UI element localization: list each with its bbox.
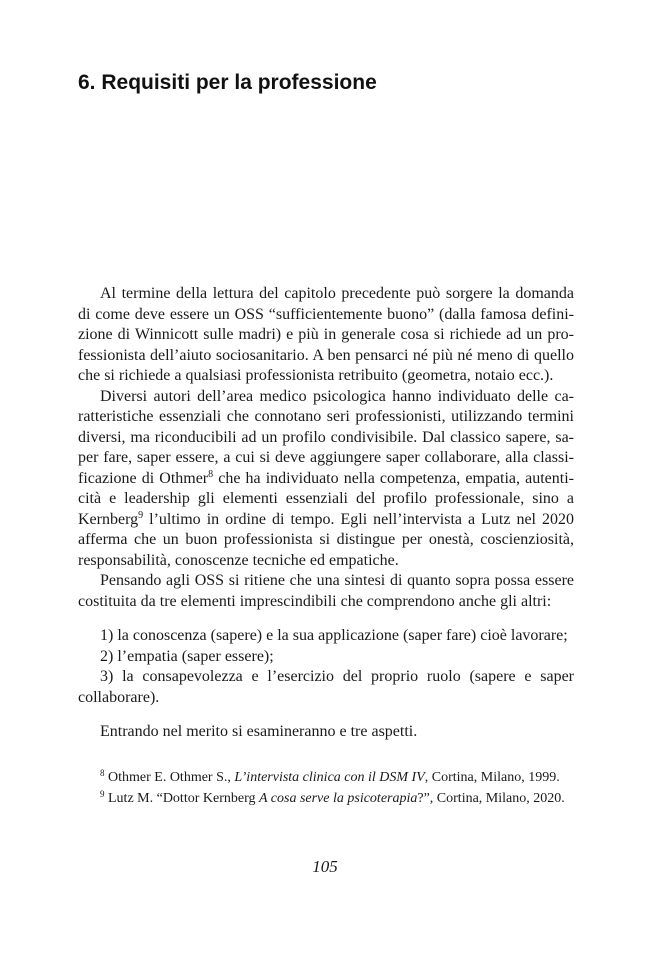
- footnote-8: [78, 768, 574, 787]
- footnote-text: Othmer E. Othmer S.,: [104, 770, 235, 785]
- paragraph-oss: Pensando agli OSS si ritiene che una sintesi di quanto sopra possa essere costituita da tre elementi imprescindibili che comprendono anche gli altri:: [78, 572, 574, 610]
- list-item: 3) la consapevolezza e l’esercizio del proprio ruolo (sapere e saper collaborare).: [78, 668, 574, 706]
- paragraph-authors: [78, 387, 574, 572]
- footnote-9: [78, 789, 574, 808]
- paragraph-closing: Entrando nel merito si esamineranno e tre aspetti.: [100, 723, 418, 740]
- paragraph-text: Diversi autori dell’area medico psicologica hanno individuato delle caratteristiche essenziali che connotano seri professionisti, utilizzando termini diversi, ma riconducibili ad un profilo condivisibile. Dal classico sapere, saper fare, saper essere, a cui si deve aggiungere saper collaborare, alla classificazione di Othmer: [78, 387, 574, 487]
- paragraph-text: che ha individuato nella competenza, empatia, autenticità e leadership gli elementi essenziali del profilo professionale, sino a Kernberg: [78, 469, 574, 528]
- body-text: [78, 284, 574, 743]
- footnote-ref-9: 9: [138, 509, 144, 521]
- footnote-text: Lutz M. “Dottor Kernberg: [104, 791, 259, 806]
- requirements-list: [78, 626, 574, 708]
- footnote-text: , Cortina, Milano, 1999.: [424, 770, 560, 785]
- list-item: 2) l’empatia (saper essere);: [100, 647, 274, 665]
- footnote-book-title: A cosa serve la psicoterapia: [258, 791, 418, 806]
- chapter-title: 6. Requisiti per la professione: [78, 71, 377, 94]
- footnote-text: ?”, Cortina, Milano, 2020.: [417, 791, 565, 806]
- paragraph-intro: Al termine della lettura del capitolo precedente può sorgere la domanda di come deve essere un OSS “sufficientemente buono” (dalla famosa definizione di Winnicott sulle madri) e più in generale cosa si richiede ad un professionista dell’aiuto sociosanitario. A ben pensarci né più né meno di quello che si richiede a qualsiasi professionista retribuito (geometra, notaio ecc.).: [78, 285, 574, 384]
- paragraph-text: l’ultimo in ordine di tempo. Egli nell’intervista a Lutz nel 2020 afferma che un buon professionista si distingue per onestà, coscienziosità, responsabilità, conoscenze tecniche ed empatiche.: [78, 510, 574, 569]
- page-number: 105: [312, 857, 338, 876]
- list-item: 1) la conoscenza (sapere) e la sua applicazione (saper fare) cioè lavorare;: [100, 627, 568, 644]
- footnote-number: 9: [100, 789, 105, 799]
- footnote-number: 8: [100, 768, 105, 778]
- footnotes: [78, 768, 574, 810]
- footnote-book-title: L’intervista clinica con il DSM IV: [234, 770, 425, 785]
- footnote-ref-8: 8: [208, 468, 214, 480]
